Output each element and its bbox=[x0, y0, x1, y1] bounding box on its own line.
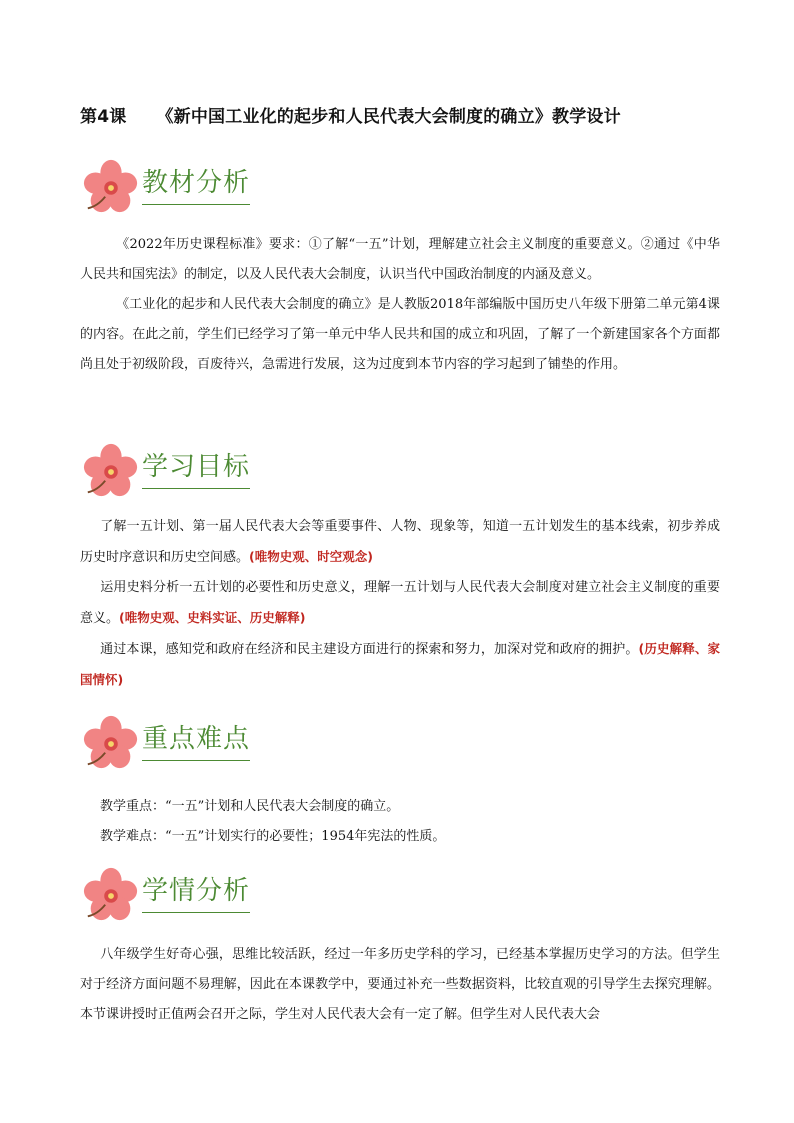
goal-item: 通过本课，感知党和政府在经济和民主建设方面进行的探索和努力，加深对党和政府的拥护。(历史解释、家国情怀) bbox=[80, 641, 720, 687]
goal-item: 运用史料分析一五计划的必要性和历史意义，理解一五计划与人民代表大会制度对建立社会主义制度的重要意义。(唯物史观、史料实证、历史解释) bbox=[80, 580, 720, 626]
paragraph: 《工业化的起步和人民代表大会制度的确立》是人教版2018年部编版中国历史八年级下册第二单元第4课的内容。在此之前，学生们已经学习了第一单元中华人民共和国的成立和巩固，了解了一个新建国家各个方面都尚且处于初级阶段，百废待兴，急需进行发展，这为过度到本节内容的学习起到了铺垫的作用。 bbox=[80, 297, 720, 372]
plum-blossom-icon bbox=[82, 714, 140, 772]
goal-item: 了解一五计划、第一届人民代表大会等重要事件、人物、现象等，知道一五计划发生的基本线索，初步养成历史时序意识和历史空间感。(唯物史观、时空观念) bbox=[80, 519, 720, 565]
core-literacy-tag: (历史解释、家国情怀) bbox=[80, 641, 720, 687]
section-heading-student-analysis bbox=[82, 866, 382, 926]
section-body-key-difficult-points bbox=[80, 792, 720, 852]
section-body-student-analysis bbox=[80, 940, 720, 1030]
plum-blossom-icon bbox=[82, 158, 140, 216]
paragraph: 《2022年历史课程标准》要求：①了解“一五”计划，理解建立社会主义制度的重要意义。②通过《中华人民共和国宪法》的制定，以及人民代表大会制度，认识当代中国政治制度的内涵及意义。 bbox=[80, 237, 720, 282]
paragraph: 教学重点：“一五”计划和人民代表大会制度的确立。 bbox=[100, 799, 400, 814]
lesson-number: 第4课 bbox=[80, 107, 127, 127]
plum-blossom-icon bbox=[82, 866, 140, 924]
section-body-textbook-analysis bbox=[80, 230, 720, 380]
section-title: 重点难点 bbox=[142, 718, 250, 755]
section-heading-textbook-analysis bbox=[82, 158, 382, 218]
paragraph: 教学难点：“一五”计划实行的必要性；1954年宪法的性质。 bbox=[100, 829, 446, 844]
section-body-learning-goals bbox=[80, 512, 720, 696]
paragraph: 八年级学生好奇心强，思维比较活跃，经过一年多历史学科的学习，已经基本掌握历史学习的方法。但学生对于经济方面问题不易理解，因此在本课教学中，要通过补充一些数据资料，比较直观的引导学生去探究理解。本节课讲授时正值两会召开之际，学生对人民代表大会有一定了解。但学生对人民代表大会 bbox=[80, 947, 720, 1022]
core-literacy-tag: (唯物史观、时空观念) bbox=[249, 549, 373, 564]
section-title: 学习目标 bbox=[142, 446, 250, 483]
plum-blossom-icon bbox=[82, 442, 140, 500]
section-title: 学情分析 bbox=[142, 870, 250, 907]
document-title bbox=[80, 102, 740, 127]
section-heading-key-difficult-points bbox=[82, 714, 382, 774]
lesson-title: 《新中国工业化的起步和人民代表大会制度的确立》教学设计 bbox=[156, 107, 621, 127]
core-literacy-tag: (唯物史观、史料实证、历史解释) bbox=[119, 610, 306, 625]
section-title: 教材分析 bbox=[142, 162, 250, 199]
section-heading-learning-goals bbox=[82, 442, 382, 502]
